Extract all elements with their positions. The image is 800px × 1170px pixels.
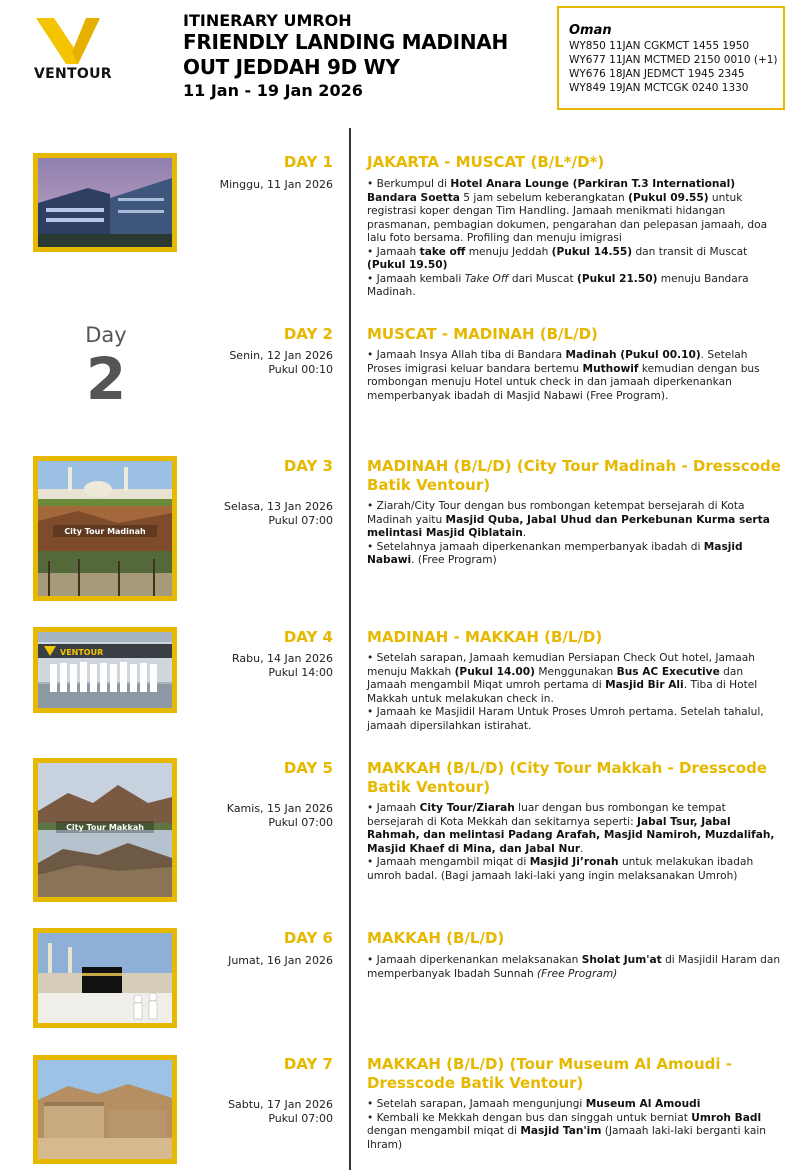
big-day-marker [84, 322, 128, 413]
trip-dates: 11 Jan - 19 Jan 2026 [183, 81, 363, 100]
text-run: dengan mengambil miqat di [367, 1125, 521, 1137]
day-4-photo [33, 627, 177, 713]
text-run: • Jamaah [367, 245, 420, 258]
title-line-1: ITINERARY UMROH [183, 11, 352, 30]
day-3-route: MADINAH (B/L/D) (City Tour Madinah - Dresscode Batik Ventour) [367, 457, 781, 494]
flight-line: WY849 19JAN MCTCGK 0240 1330 [569, 82, 749, 94]
day-4-route: MADINAH - MAKKAH (B/L/D) [367, 628, 603, 646]
flight-line: WY676 18JAN JEDMCT 1945 2345 [569, 68, 745, 80]
italic-text: (Free Program) [537, 967, 618, 980]
bold-text: Muthowif [582, 362, 639, 375]
text-run: di Masjidil Haram dan memperbanyak Ibadah Sunnah [367, 954, 781, 980]
day-7-label: DAY 7 [283, 1055, 333, 1073]
text-run: luar dengan bus rombongan ke tempat bersejarah di Kota Mekkah dan sekitarnya seperti: [367, 802, 726, 828]
day-7-time: Pukul 07:00 [268, 1112, 333, 1125]
text-run: . [522, 527, 527, 539]
page-title [183, 12, 543, 102]
title-line-3: OUT JEDDAH 9D WY [183, 55, 400, 79]
day-6-route: MAKKAH (B/L/D) [367, 929, 505, 947]
svg-text:VENTOUR: VENTOUR [60, 648, 104, 657]
bold-text: Masjid Ji’ronah [529, 856, 619, 868]
text-run: . Setelah Proses imigrasi keluar bandara bertemu [367, 349, 748, 375]
text-run: • Setelahnya jamaah diperkenankan memperbanyak ibadah di [367, 540, 704, 553]
day-2-route: MUSCAT - MADINAH (B/L/D) [367, 325, 598, 343]
day-5-date: Kamis, 15 Jan 2026 [226, 802, 333, 815]
day-3-time: Pukul 07:00 [268, 514, 333, 527]
flight-line: WY850 11JAN CGKMCT 1455 1950 [569, 40, 750, 52]
text-run: untuk melakukan ibadah umroh badal. (Bagi jamaah laki-laki yang ingin melaksanakan Umroh) [367, 856, 754, 882]
bold-text: Masjid Quba, Jabal Uhud dan Perkebunan Kurma serta melintasi Masjid Qiblatain [367, 513, 770, 539]
day-6-photo [33, 928, 177, 1028]
day-1-label: DAY 1 [283, 153, 333, 171]
description-paragraph [367, 802, 784, 856]
big-day-number: 2 [85, 345, 127, 413]
day-1-route: JAKARTA - MUSCAT (B/L*/D*) [367, 153, 605, 171]
bold-text: Masjid Nabawi [367, 540, 743, 566]
text-run: • Jamaah kembali [367, 272, 465, 285]
day-2-time: Pukul 00:10 [268, 363, 333, 376]
bold-text: (Pukul 21.50) [577, 272, 658, 285]
day-5-description [367, 802, 784, 883]
flight-info-box [557, 6, 785, 110]
text-run: . Tiba di Hotel Makkah untuk melakukan check in. [367, 679, 758, 705]
text-run: menuju Bandara Madinah. [367, 272, 749, 298]
day-1-photo [33, 153, 177, 252]
day-4-label: DAY 4 [283, 628, 333, 646]
bold-text: Umroh Badl [691, 1111, 762, 1124]
description-paragraph [367, 273, 784, 300]
text-run: • Berkumpul di [367, 178, 451, 190]
bold-text: Masjid Bir Ali [605, 679, 684, 691]
bold-text: (Pukul 19.50) [367, 259, 448, 271]
bold-text: (Pukul 14.00) [454, 665, 535, 678]
text-run: 5 jam sebelum keberangkatan [459, 191, 629, 204]
day-2-description [367, 349, 784, 403]
text-run: kemudian dengan bus rombongan menuju Hotel untuk check in dan jamaah diperkenankan memperbanyak ibadah di Masjid Nabawi (Free Program). [367, 362, 760, 402]
day-5-time: Pukul 07:00 [268, 816, 333, 829]
big-day-word: Day [85, 323, 127, 347]
description-paragraph [367, 1098, 784, 1112]
brand-name: VENTOUR [34, 66, 112, 82]
day-6-description [367, 954, 784, 981]
airline-name: Oman [569, 23, 612, 38]
day-3-date: Selasa, 13 Jan 2026 [224, 500, 333, 513]
italic-text: Take Off [464, 272, 509, 285]
description-paragraph [367, 1112, 784, 1153]
day-5-route: MAKKAH (B/L/D) (City Tour Makkah - Dresscode Batik Ventour) [367, 759, 767, 796]
day-7-date: Sabtu, 17 Jan 2026 [228, 1098, 333, 1111]
day-4-description [367, 652, 784, 733]
bold-text: take off [419, 245, 466, 258]
bold-text: City Tour/Ziarah [419, 802, 515, 814]
day-2-label: DAY 2 [283, 325, 333, 343]
day-5-photo-caption: City Tour Makkah [66, 823, 144, 832]
day-7-description [367, 1098, 784, 1152]
text-run: • Jamaah mengambil miqat di [367, 856, 530, 868]
text-run: Menggunakan [535, 665, 617, 678]
day-1-date: Minggu, 11 Jan 2026 [219, 178, 333, 191]
bold-text: Masjid Tan'im [520, 1125, 602, 1137]
bold-text: Bus AC Executive [616, 665, 720, 678]
day-2-date: Senin, 12 Jan 2026 [229, 349, 333, 362]
text-run: untuk registrasi koper dengan Tim Handling. Jamaah menikmati hidangan prasmanan, pembagian dokumen, pengarahan dan pelepasan jamaah, doa lalu foto bersama. Profiling dan menuju imigrasi [367, 191, 768, 244]
day-4-time: Pukul 14:00 [268, 666, 333, 679]
text-run: . (Free Program) [411, 554, 497, 566]
text-run: menuju Jeddah [465, 245, 552, 258]
day-1-description [367, 178, 784, 300]
description-paragraph [367, 349, 784, 403]
day-3-photo-caption: City Tour Madinah [64, 527, 146, 536]
text-run: • Jamaah ke Masjidil Haram Untuk Proses Umroh pertama. Setelah tahalul, jamaah dipersilahkan istirahat. [367, 706, 764, 732]
text-run: . [580, 842, 584, 855]
bold-text: Madinah (Pukul 00.10) [565, 349, 701, 361]
text-run: • Setelah sarapan, Jamaah mengunjungi [367, 1098, 586, 1110]
text-run: dan Jamaah mengambil Miqat umroh pertama di [367, 665, 744, 691]
day-5-photo [33, 758, 177, 902]
day-5-label: DAY 5 [283, 759, 333, 777]
day-3-label: DAY 3 [283, 457, 333, 475]
bold-text: Museum Al Amoudi [585, 1098, 701, 1110]
title-line-2: FRIENDLY LANDING MADINAH [183, 30, 508, 54]
timeline-divider [349, 128, 351, 1170]
description-paragraph [367, 706, 784, 733]
text-run: (Jamaah laki-laki berganti kain Ihram) [367, 1125, 766, 1151]
description-paragraph [367, 856, 784, 883]
description-paragraph [367, 178, 784, 246]
bold-text: (Pukul 09.55) [628, 191, 709, 204]
bold-text: (Pukul 14.55) [551, 245, 633, 258]
description-paragraph [367, 500, 784, 541]
day-3-description [367, 500, 784, 568]
description-paragraph [367, 246, 784, 273]
text-run: • Jamaah Insya Allah tiba di Bandara [367, 349, 566, 361]
day-6-label: DAY 6 [283, 929, 333, 947]
day-6-date: Jumat, 16 Jan 2026 [228, 954, 333, 967]
text-run: • Setelah sarapan, Jamaah kemudian Persiapan Check Out hotel, Jamaah menuju Makkah [367, 652, 755, 678]
flight-line: WY677 11JAN MCTMED 2150 0010 (+1) [569, 54, 778, 66]
day-7-photo [33, 1055, 177, 1164]
description-paragraph [367, 541, 784, 568]
text-run: dan transit di Muscat [632, 245, 748, 258]
bold-text: Jabal Tsur, Jabal Rahmah, dan melintasi Padang Arafah, Masjid Namiroh, Muzdalifah, Masjid Khaef di Mina, dan Jabal Nur [367, 815, 775, 855]
description-paragraph [367, 652, 784, 706]
day-4-date: Rabu, 14 Jan 2026 [231, 652, 333, 665]
text-run: dari Muscat [508, 272, 578, 285]
text-run: • Ziarah/City Tour dengan bus rombongan ketempat bersejarah di Kota Madinah yaitu [367, 500, 745, 526]
text-run: • Jamaah diperkenankan melaksanakan [367, 954, 582, 966]
text-run: • Kembali ke Mekkah dengan bus dan singgah untuk berniat [367, 1111, 692, 1124]
bold-text: Sholat Jum'at [581, 954, 662, 966]
day-7-route: MAKKAH (B/L/D) (Tour Museum Al Amoudi - Dresscode Batik Ventour) [367, 1055, 732, 1092]
description-paragraph [367, 954, 784, 981]
text-run: • Jamaah [367, 802, 420, 814]
day-3-photo [33, 456, 177, 601]
bold-text: Hotel Anara Lounge (Parkiran T.3 International) Bandara Soetta [367, 178, 736, 204]
